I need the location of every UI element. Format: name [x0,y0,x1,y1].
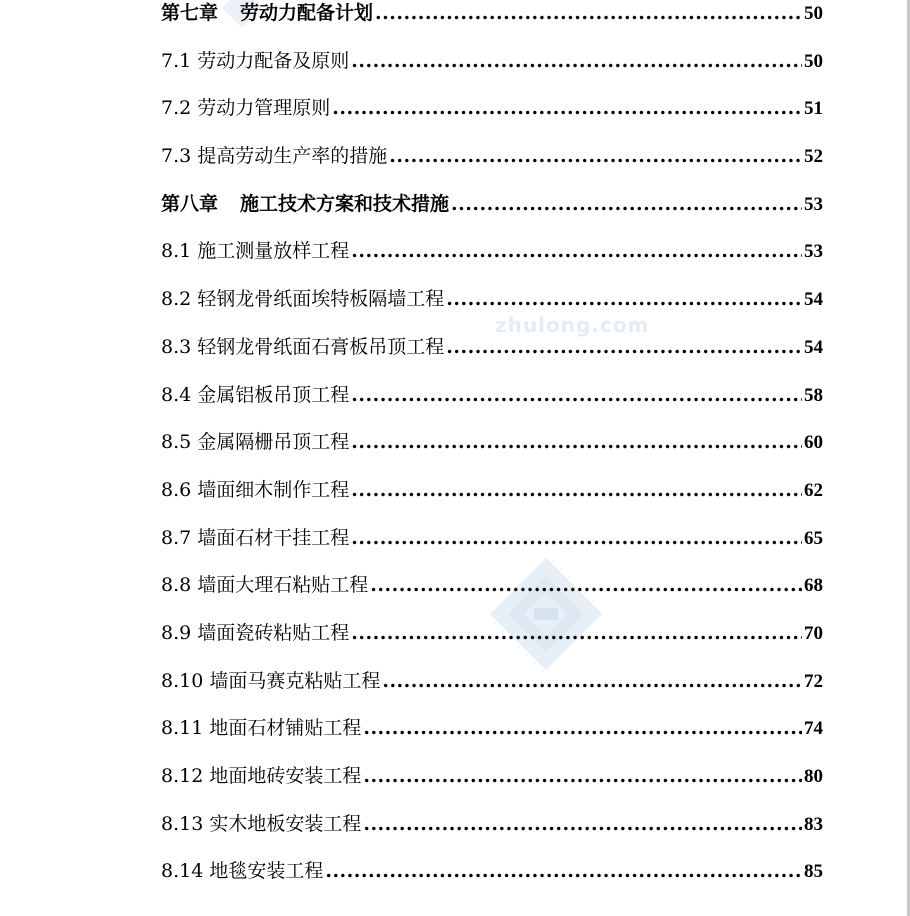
toc-dot-leader [325,848,802,896]
toc-dot-leader [351,467,802,515]
watermark-text: zhulong.com [495,313,650,337]
toc-dot-leader [382,658,802,706]
toc-dot-leader [351,610,802,658]
toc-page-number: 50 [804,3,823,24]
toc-entry-number: 8.2 [161,288,192,311]
toc-dot-leader [332,85,802,133]
toc-entry-number: 8.6 [161,478,192,501]
toc-dot-leader [351,228,802,276]
toc-dot-leader [370,562,802,610]
toc-entry-number: 8.13 [161,812,204,835]
toc-entry-number: 第七章 [161,2,219,24]
toc-page-number: 62 [804,479,823,501]
toc-entry-number: 7.3 [161,145,192,168]
toc-entry-number: 8.10 [161,669,204,692]
toc-entry-title: 劳动力配备及原则 [197,49,350,72]
toc-section-entry[interactable] [161,705,823,753]
toc-page-number: 52 [804,146,823,168]
toc-page-number: 54 [804,289,823,311]
toc-page-number: 83 [804,813,823,835]
toc-section-entry[interactable] [161,562,823,610]
toc-dot-leader [351,419,802,467]
toc-dot-leader [363,753,802,801]
toc-entry-title: 墙面大理石粘贴工程 [197,574,369,597]
toc-dot-leader [363,705,802,753]
toc-entry-title: 地毯安装工程 [209,860,324,883]
toc-dot-leader [389,133,802,181]
toc-entry-title: 地面地砖安装工程 [209,765,362,787]
toc-page-number: 70 [804,622,823,644]
toc-entry-number: 第八章 [161,192,219,215]
toc-dot-leader [363,801,802,849]
toc-entry-title: 提高劳动生产率的措施 [197,145,388,168]
toc-entry-number: 7.1 [161,49,192,72]
toc-dot-leader [375,0,802,38]
toc-section-entry[interactable] [161,324,823,372]
toc-entry-title: 劳动力配备计划 [240,2,374,24]
toc-section-entry[interactable] [161,38,823,86]
toc-section-entry[interactable] [161,372,823,420]
toc-page-number: 50 [804,50,823,72]
toc-dot-leader [446,324,802,372]
toc-section-entry[interactable] [161,610,823,658]
toc-section-entry[interactable] [161,658,823,706]
toc-entry-title: 实木地板安装工程 [209,812,362,835]
toc-page-number: 74 [804,718,823,740]
toc-entry-title: 墙面细木制作工程 [197,478,350,501]
toc-entry-number: 8.1 [161,240,192,263]
toc-entry-number: 8.3 [161,335,192,358]
toc-section-entry[interactable] [161,419,823,467]
toc-section-entry[interactable] [161,85,823,133]
toc-page-number: 65 [804,527,823,549]
toc-dot-leader [351,515,802,563]
toc-page-number: 58 [804,384,823,406]
toc-page-number: 72 [804,670,823,692]
toc-entry-title: 墙面瓷砖粘贴工程 [197,621,350,644]
toc-section-entry[interactable] [161,848,823,896]
toc-section-entry[interactable] [161,467,823,515]
toc-section-entry[interactable] [161,515,823,563]
toc-entry-title: 金属隔栅吊顶工程 [197,431,350,454]
toc-chapter-entry[interactable] [161,181,823,229]
toc-section-entry[interactable] [161,753,823,801]
toc-dot-leader [451,181,802,229]
toc-entry-number: 8.11 [161,717,204,740]
toc-entry-title: 劳动力管理原则 [197,97,331,120]
toc-section-entry[interactable] [161,801,823,849]
toc-section-entry[interactable] [161,276,823,324]
toc-section-entry[interactable] [161,228,823,276]
toc-entry-title: 金属铝板吊顶工程 [197,383,350,406]
table-of-contents [161,0,823,896]
toc-entry-number: 8.4 [161,383,192,406]
toc-page-number: 80 [804,766,823,787]
toc-page-number: 68 [804,575,823,597]
toc-dot-leader [446,276,802,324]
toc-dot-leader [351,38,802,86]
toc-page-number: 60 [804,432,823,454]
toc-page-number: 53 [804,193,823,215]
toc-entry-title: 墙面马赛克粘贴工程 [209,669,381,692]
toc-entry-title: 轻钢龙骨纸面石膏板吊顶工程 [197,335,445,358]
toc-page-number: 53 [804,241,823,263]
toc-entry-number: 8.7 [161,526,192,549]
toc-page-number: 51 [804,98,823,120]
toc-page-number: 85 [804,861,823,883]
toc-entry-title: 施工技术方案和技术措施 [240,192,450,215]
toc-section-entry[interactable] [161,133,823,181]
toc-entry-number: 8.8 [161,574,192,597]
toc-chapter-entry[interactable] [161,0,823,38]
toc-entry-number: 8.5 [161,431,192,454]
toc-entry-title: 墙面石材干挂工程 [197,526,350,549]
toc-entry-title: 施工测量放样工程 [197,240,350,263]
toc-entry-number: 8.9 [161,621,192,644]
toc-entry-number: 7.2 [161,97,192,120]
toc-entry-number: 8.14 [161,860,204,883]
toc-entry-title: 轻钢龙骨纸面埃特板隔墙工程 [197,288,445,311]
toc-entry-title: 地面石材铺贴工程 [209,717,362,740]
toc-page-number: 54 [804,336,823,358]
toc-dot-leader [351,372,802,420]
toc-entry-number: 8.12 [161,765,204,787]
